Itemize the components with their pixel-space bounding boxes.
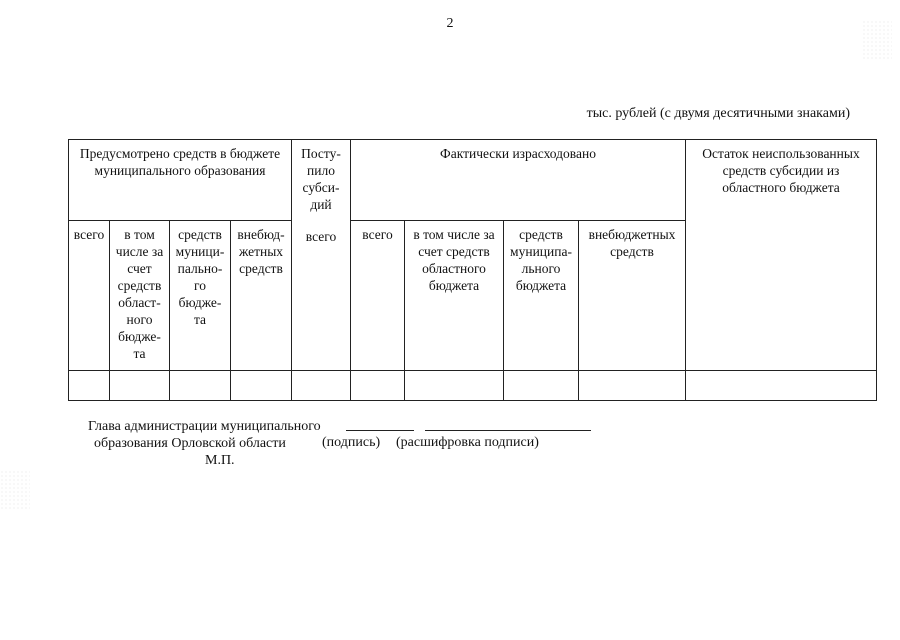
signature-decode-label: (расшифровка подписи): [396, 435, 539, 450]
signature-decode-line[interactable]: [425, 430, 591, 431]
spent-extra-header: внебюджетных средств: [579, 221, 686, 371]
table-cell[interactable]: [69, 371, 110, 401]
planned-municipal-header: средств муници- пально- го бюдже- та: [170, 221, 231, 371]
spent-total-header: всего: [351, 221, 405, 371]
header-received: [292, 140, 351, 371]
spent-municipal-header: средств муниципа- льного бюджета: [504, 221, 579, 371]
table-cell[interactable]: [579, 371, 686, 401]
planned-total-header: всего: [69, 221, 110, 371]
page-number: 2: [446, 16, 454, 31]
signatory-title-line2: образования Орловской области: [94, 436, 286, 451]
spent-regional-header: в том числе за счет средств областного бюджета: [405, 221, 504, 371]
signatory-title-line1: Глава администрации муниципального: [88, 419, 321, 434]
table-cell[interactable]: [231, 371, 292, 401]
scan-artifact: [0, 470, 30, 510]
header-remainder: Остаток неиспользованных средств субсидии из областного бюджета: [686, 140, 877, 371]
table-cell[interactable]: [405, 371, 504, 401]
table-cell[interactable]: [504, 371, 579, 401]
table-cell[interactable]: [351, 371, 405, 401]
table-cell[interactable]: [292, 371, 351, 401]
signature-label: (подпись): [322, 435, 381, 450]
table-cell[interactable]: [170, 371, 231, 401]
stamp-placeholder: М.П.: [205, 453, 235, 468]
table-cell[interactable]: [686, 371, 877, 401]
planned-regional-header: в том числе за счет средств област- ного бюдже- та: [110, 221, 170, 371]
scan-artifact: [862, 20, 892, 60]
table-row: [69, 371, 877, 401]
table-cell[interactable]: [110, 371, 170, 401]
header-planned: Предусмотрено средств в бюджете муниципального образования: [69, 140, 292, 221]
report-table: [68, 139, 877, 401]
header-received-label: Посту- пило субси- дий: [301, 146, 341, 212]
units-note: тыс. рублей (с двумя десятичными знаками): [586, 106, 850, 121]
signature-line[interactable]: [346, 430, 414, 431]
header-received-total: всего: [305, 229, 337, 244]
signature-block: [88, 418, 321, 452]
header-spent: Фактически израсходовано: [351, 140, 686, 221]
planned-extra-header: внебюд- жетных средств: [231, 221, 292, 371]
